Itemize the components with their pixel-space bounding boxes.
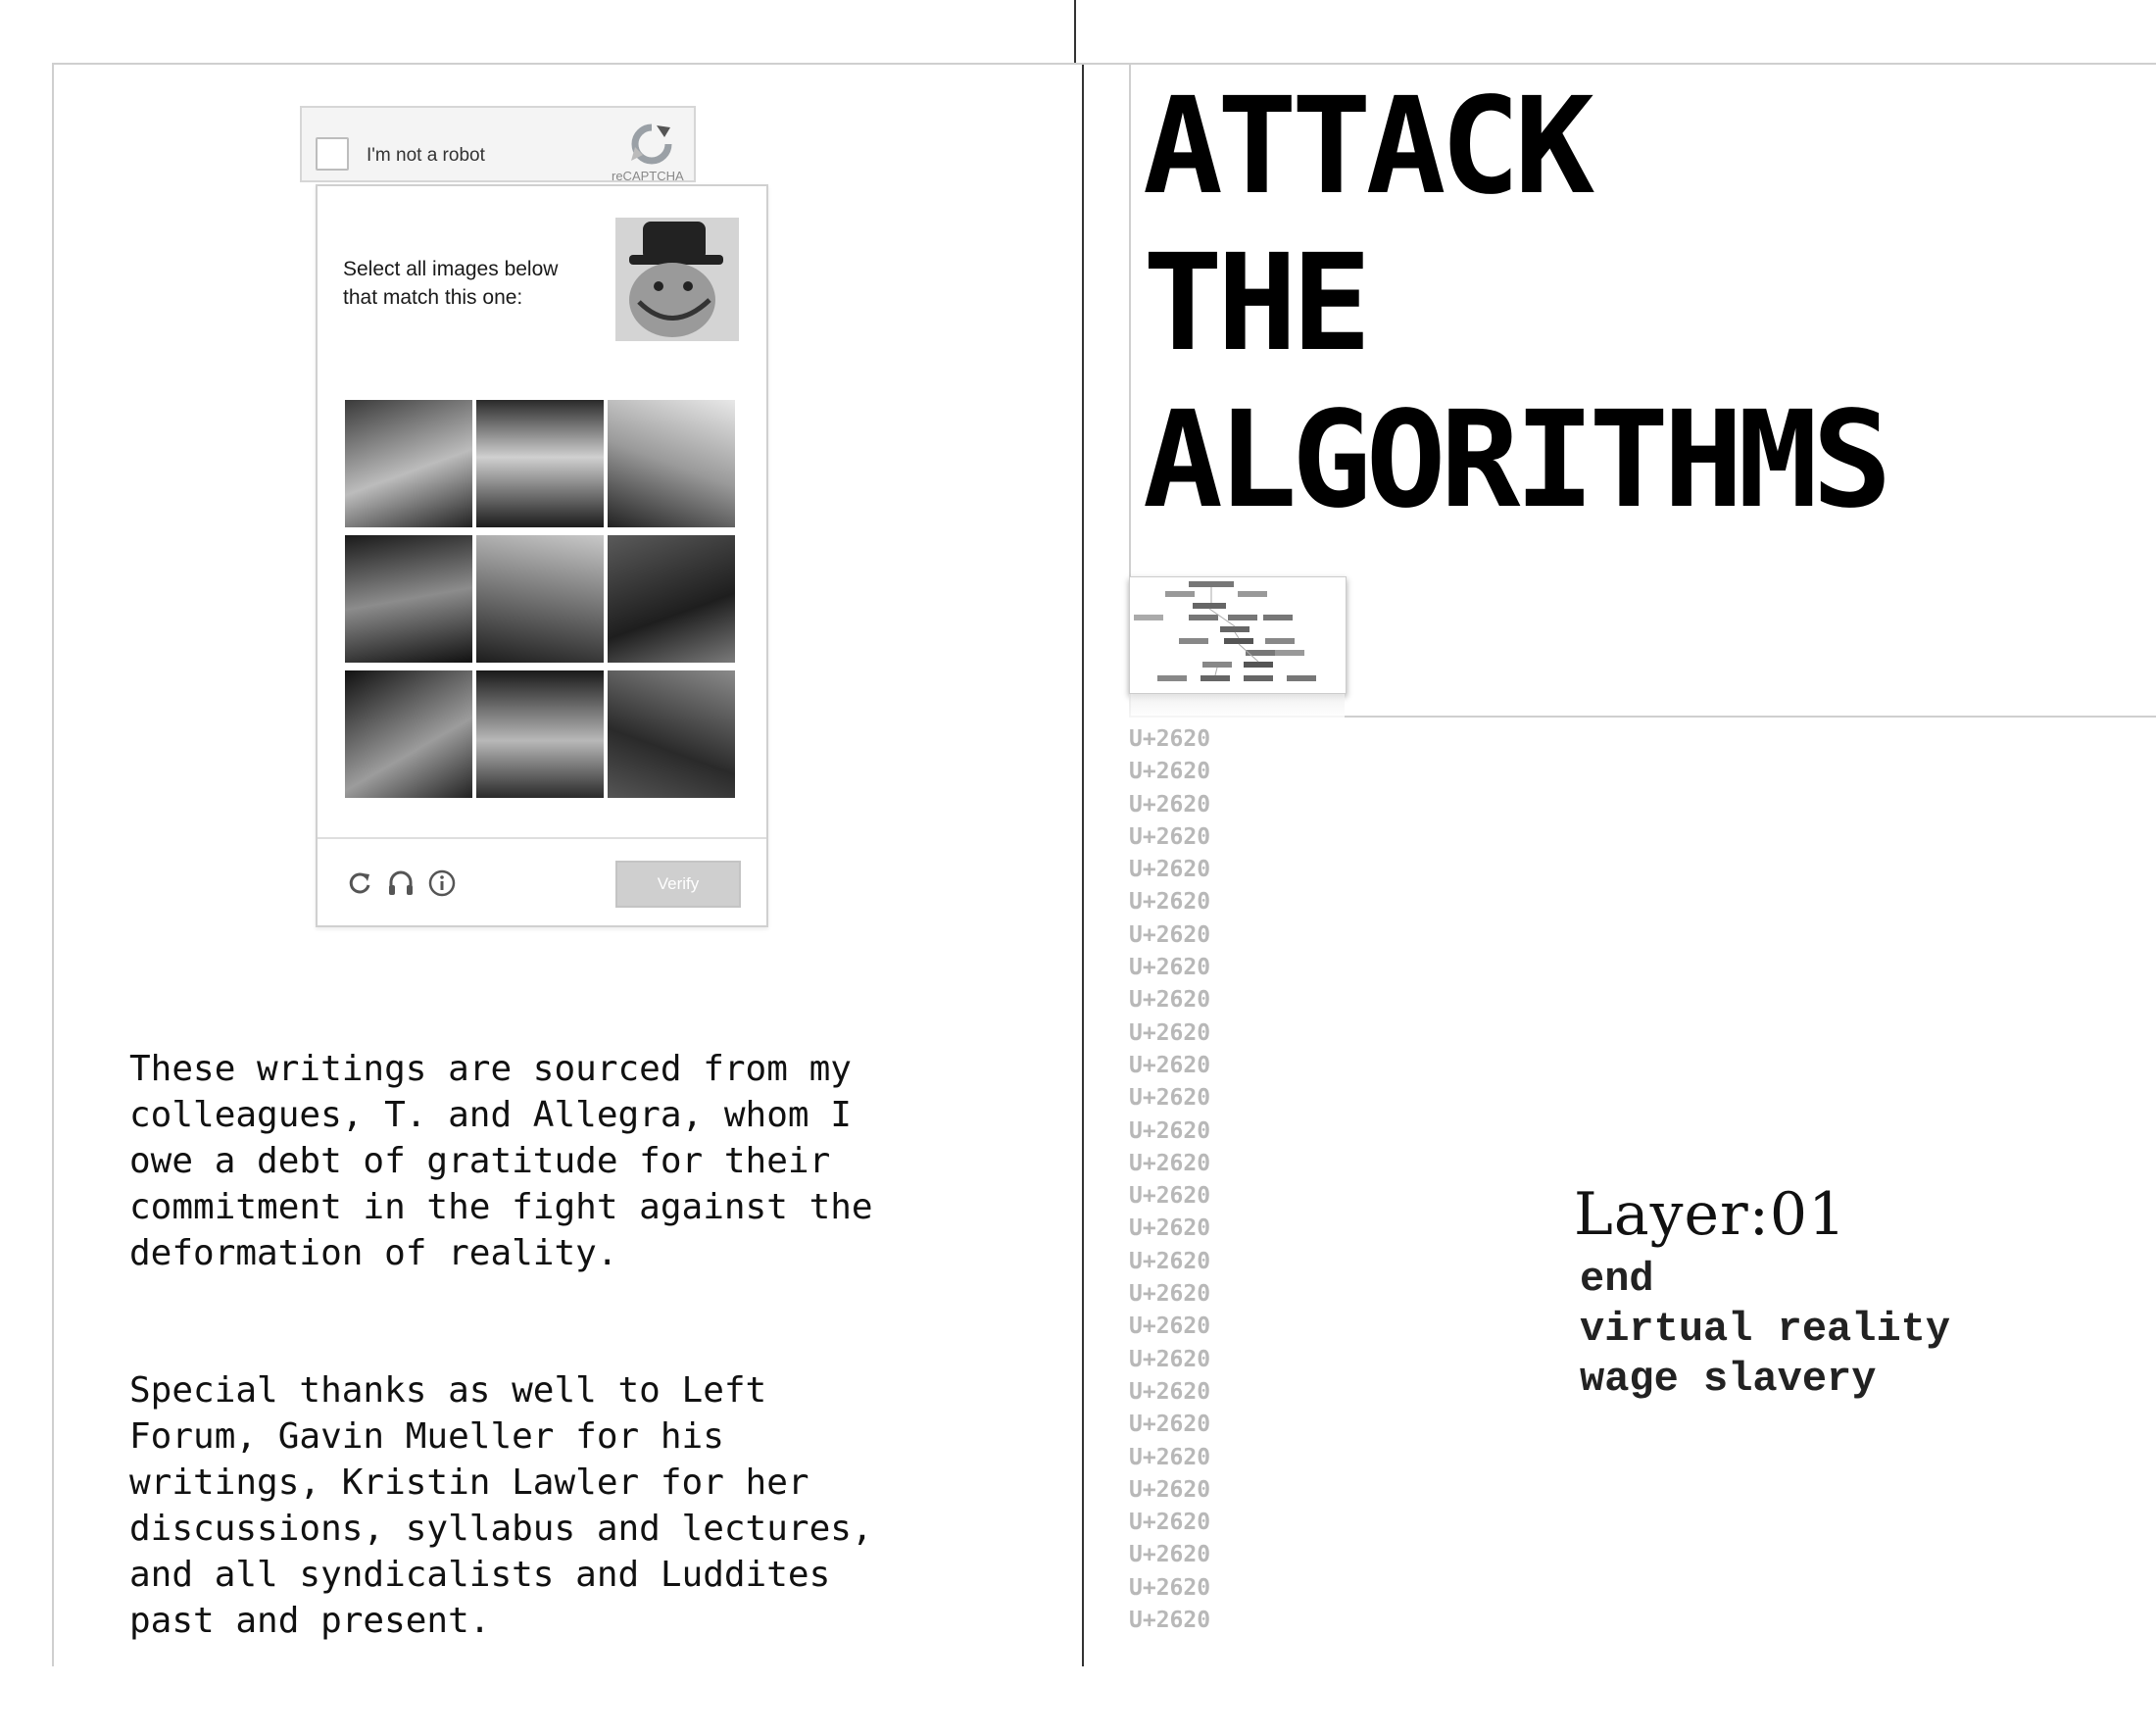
code-item: U+2620 <box>1129 1248 1211 1274</box>
captcha-checkbox-label: I'm not a robot <box>367 145 485 166</box>
layer-item: end <box>1580 1256 1654 1303</box>
captcha-instruction: Select all images below that match this one: <box>343 258 559 309</box>
code-item: U+2620 <box>1129 1150 1211 1176</box>
code-item: U+2620 <box>1129 1346 1211 1372</box>
code-item: U+2620 <box>1129 823 1211 850</box>
flowchart-reflection <box>1129 694 1345 718</box>
code-item: U+2620 <box>1129 1281 1211 1308</box>
captcha-bar <box>300 106 696 182</box>
captcha-tile-2[interactable] <box>476 400 604 527</box>
code-item: U+2620 <box>1129 1510 1211 1536</box>
code-item: U+2620 <box>1129 726 1211 752</box>
captcha-sample-image <box>615 218 739 341</box>
headphones-icon[interactable] <box>386 868 416 898</box>
page-divider <box>1082 65 1084 1666</box>
code-item: U+2620 <box>1129 791 1211 818</box>
captcha-tile-7[interactable] <box>345 670 472 798</box>
title-line-2: THE <box>1143 226 1366 381</box>
captcha-image-grid <box>345 400 741 796</box>
unicode-code-list <box>1129 723 1210 1637</box>
code-item: U+2620 <box>1129 759 1211 785</box>
code-item: U+2620 <box>1129 1314 1211 1340</box>
captcha-tile-5[interactable] <box>476 535 604 663</box>
code-item: U+2620 <box>1129 1117 1211 1144</box>
captcha-footer-divider <box>318 837 766 839</box>
code-item: U+2620 <box>1129 1183 1211 1210</box>
captcha-brand: reCAPTCHA <box>612 169 684 183</box>
code-item: U+2620 <box>1129 1444 1211 1470</box>
title-line-1: ATTACK <box>1143 70 1590 224</box>
page-divider-top <box>1074 0 1076 65</box>
code-item: U+2620 <box>1129 955 1211 981</box>
captcha-tile-6[interactable] <box>608 535 735 663</box>
code-item: U+2620 <box>1129 921 1211 948</box>
acknowledgements-paragraph-2: Special thanks as well to Left Forum, Gavin Mueller for his writings, Kristin Lawler for her discussions, syllabus and lectures, and all syndicalists and Luddites past and present. <box>129 1370 873 1641</box>
code-item: U+2620 <box>1129 1052 1211 1078</box>
code-item: U+2620 <box>1129 1542 1211 1568</box>
captcha-tile-3[interactable] <box>608 400 735 527</box>
layer-items <box>1580 1255 1950 1405</box>
captcha-tile-1[interactable] <box>345 400 472 527</box>
acknowledgements <box>129 1000 972 1735</box>
layer-title: Layer:01 <box>1574 1180 1847 1249</box>
code-item: U+2620 <box>1129 987 1211 1014</box>
title-line-3: ALGORITHMS <box>1143 383 1886 538</box>
code-item: U+2620 <box>1129 1412 1211 1438</box>
layer-item: wage slavery <box>1580 1356 1877 1403</box>
code-item: U+2620 <box>1129 1019 1211 1046</box>
code-item: U+2620 <box>1129 857 1211 883</box>
code-item: U+2620 <box>1129 889 1211 916</box>
captcha-tile-8[interactable] <box>476 670 604 798</box>
code-item: U+2620 <box>1129 1574 1211 1601</box>
code-item: U+2620 <box>1129 1608 1211 1634</box>
captcha-challenge-panel <box>316 184 768 927</box>
reload-icon[interactable] <box>345 868 374 898</box>
captcha-tile-4[interactable] <box>345 535 472 663</box>
page-left-border <box>52 63 54 1666</box>
acknowledgements-paragraph-1: These writings are sourced from my colleagues, T. and Allegra, whom I owe a debt of gratitude for their commitment in the fight against the deformation of reality. <box>129 1049 873 1273</box>
captcha-checkbox[interactable] <box>316 137 349 171</box>
code-item: U+2620 <box>1129 1085 1211 1112</box>
verify-button[interactable]: Verify <box>615 861 741 908</box>
code-item: U+2620 <box>1129 1476 1211 1503</box>
flowchart-thumbnail <box>1129 576 1347 694</box>
recaptcha-logo-icon <box>627 122 676 167</box>
code-item: U+2620 <box>1129 1378 1211 1405</box>
code-item: U+2620 <box>1129 1215 1211 1242</box>
captcha-tile-9[interactable] <box>608 670 735 798</box>
info-icon[interactable] <box>427 868 457 898</box>
layer-item: virtual reality <box>1580 1306 1951 1353</box>
